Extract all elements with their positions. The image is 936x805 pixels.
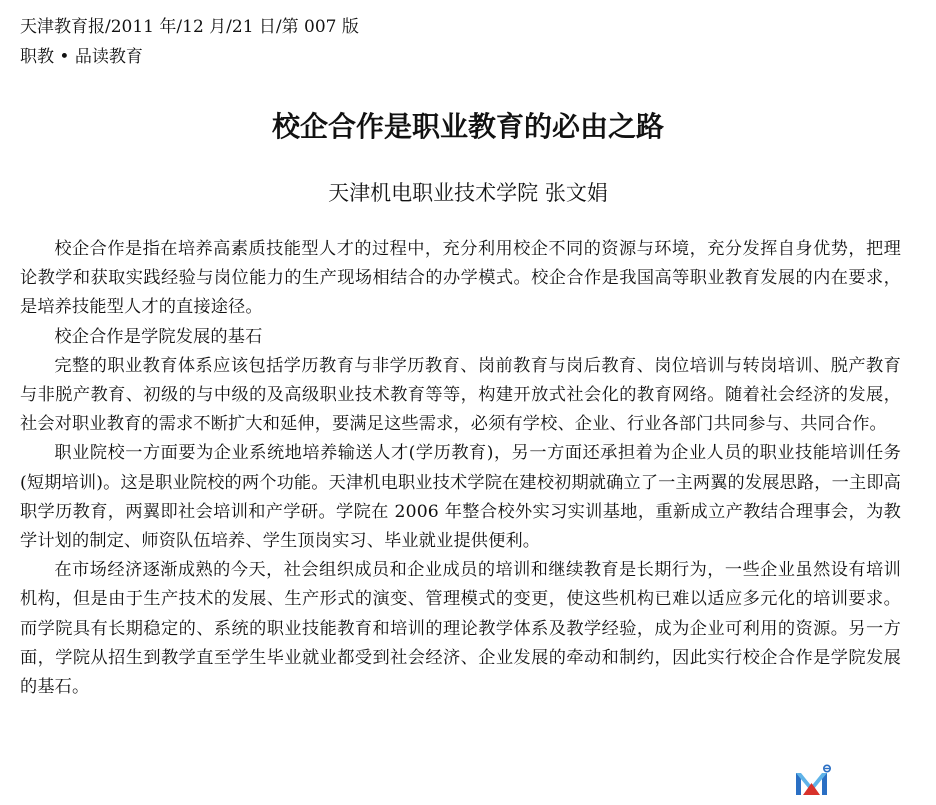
paragraph: 完整的职业教育体系应该包括学历教育与非学历教育、岗前教育与岗后教育、岗位培训与转岗培训、脱产教育与非脱产教育、初级的与中级的及高级职业技术教育等等，构建开放式社会化的教育网络。随着社会经济的发展，社会对职业教育的需求不断扩大和延伸，要满足这些需求，必须有学校、企业、行业各部门共同参与、共同合作。	[20, 355, 901, 435]
article-body	[20, 235, 901, 702]
paragraph: 职业院校一方面要为企业系统地培养输送人才(学历教育)，另一方面还承担着为企业人员的职业技能培训任务(短期培训)。这是职业院校的两个功能。天津机电职业技术学院在建校初期就确立了一主两翼的发展思路，一主即高职学历教育，两翼即社会培训和产学研。学院在 2006 年整合校外实习实训基地，重新成立产教结合理事会，为教学计划的制定、师资队伍培养、学生顶岗实习、毕业就业提供便利。	[20, 443, 901, 552]
paragraph: 校企合作是指在培养高素质技能型人才的过程中，充分利用校企不同的资源与环境，充分发挥自身优势，把理论教学和获取实践经验与岗位能力的生产现场相结合的办学模式。校企合作是我国高等职业教育发展的内在要求，是培养技能型人才的直接途径。	[20, 239, 901, 318]
section-heading: 校企合作是学院发展的基石	[54, 326, 263, 347]
article-byline: 天津机电职业技术学院 张文娟	[328, 181, 608, 205]
source-line: 天津教育报/2011 年/12 月/21 日/第 007 版	[20, 17, 359, 37]
article-title: 校企合作是职业教育的必由之路	[271, 110, 664, 143]
paragraph: 在市场经济逐渐成熟的今天，社会组织成员和企业成员的培训和继续教育是长期行为，一些企业虽然设有培训机构，但是由于生产技术的发展、生产形式的演变、管理模式的变更，使这些机构已难以适应多元化的培训要求。而学院具有长期稳定的、系统的职业技能教育和培训的理论教学体系及教学经验，成为企业可利用的资源。另一方面，学院从招生到教学直至学生毕业就业都受到社会经济、企业发展的牵动和制约，因此实行校企合作是学院发展的基石。	[20, 560, 901, 698]
me-logo-icon	[795, 764, 833, 796]
column-label: 职教 • 品读教育	[20, 47, 143, 67]
